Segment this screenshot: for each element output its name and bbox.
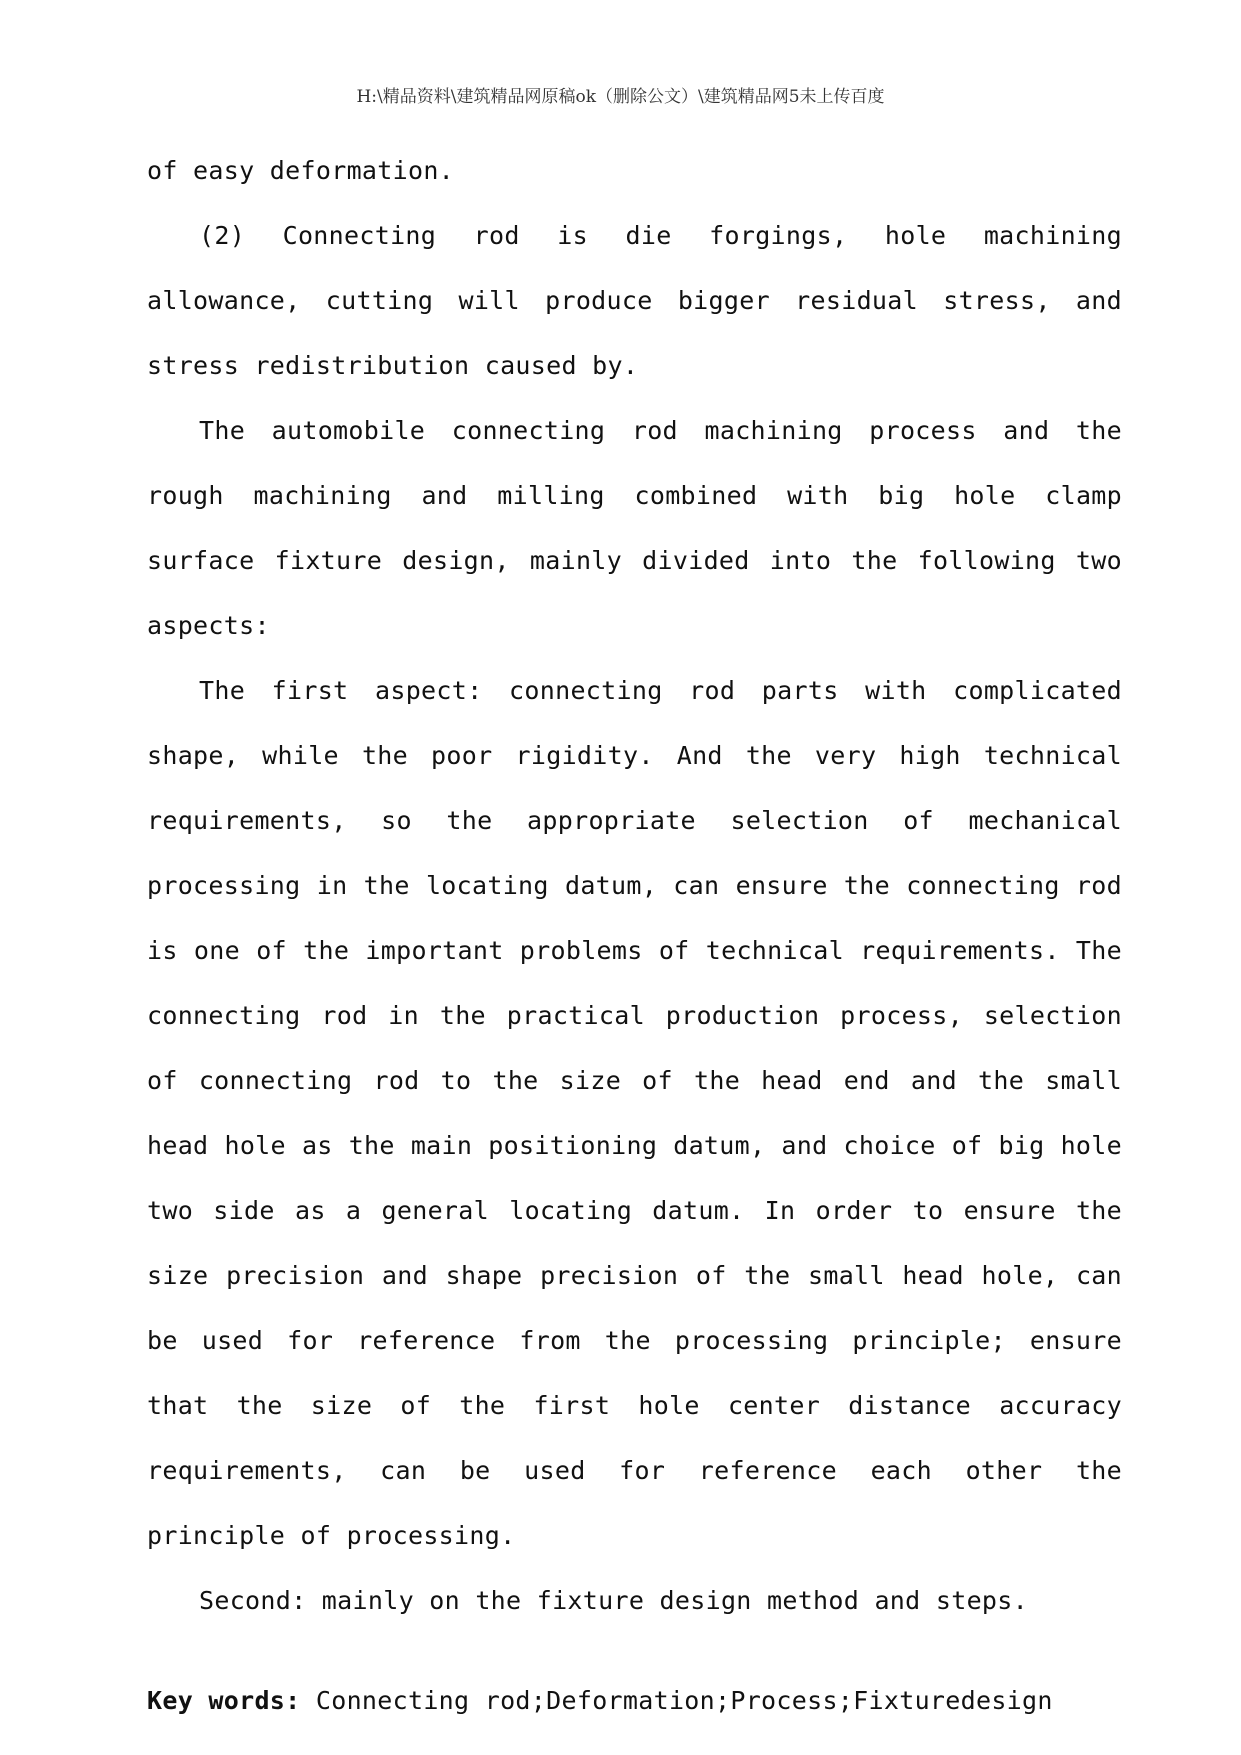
keywords-value: Connecting rod;Deformation;Process;Fixturedesign [300, 1686, 1053, 1715]
paragraph-first-aspect: The first aspect: connecting rod parts with complicated shape, while the poor rigidity. And the very high technical requirements, so the appropriate selection of mechanical processing in the locating datum, can ensure the connecting rod is one of the important problems of technical requirements. The connecting rod in the practical production process, selection of connecting rod to the size of the head end and the small head hole as the main positioning datum, and choice of big hole two side as a general locating datum. In order to ensure the size precision and shape precision of the small head hole, can be used for reference from the processing principle; ensure that the size of the first hole center distance accuracy requirements, can be used for reference each other the principle of processing. [147, 676, 1122, 1550]
paragraph-continuation: of easy deformation. [147, 156, 455, 185]
paragraph-second-aspect: Second: mainly on the fixture design method and steps. [199, 1586, 1028, 1615]
document-body [147, 138, 1122, 1733]
keywords-label: Key words: [147, 1686, 301, 1715]
paragraph-overview: The automobile connecting rod machining process and the rough machining and milling combined with big hole clamp surface fixture design, mainly divided into the following two aspects: [147, 416, 1122, 640]
paragraph-item-2: (2) Connecting rod is die forgings, hole machining allowance, cutting will produce bigger residual stress, and stress redistribution caused by. [147, 221, 1122, 380]
file-path-header: H:\精品资料\建筑精品网原稿ok（删除公文）\建筑精品网5未上传百度 [356, 87, 885, 107]
keywords-line [147, 1668, 1122, 1733]
